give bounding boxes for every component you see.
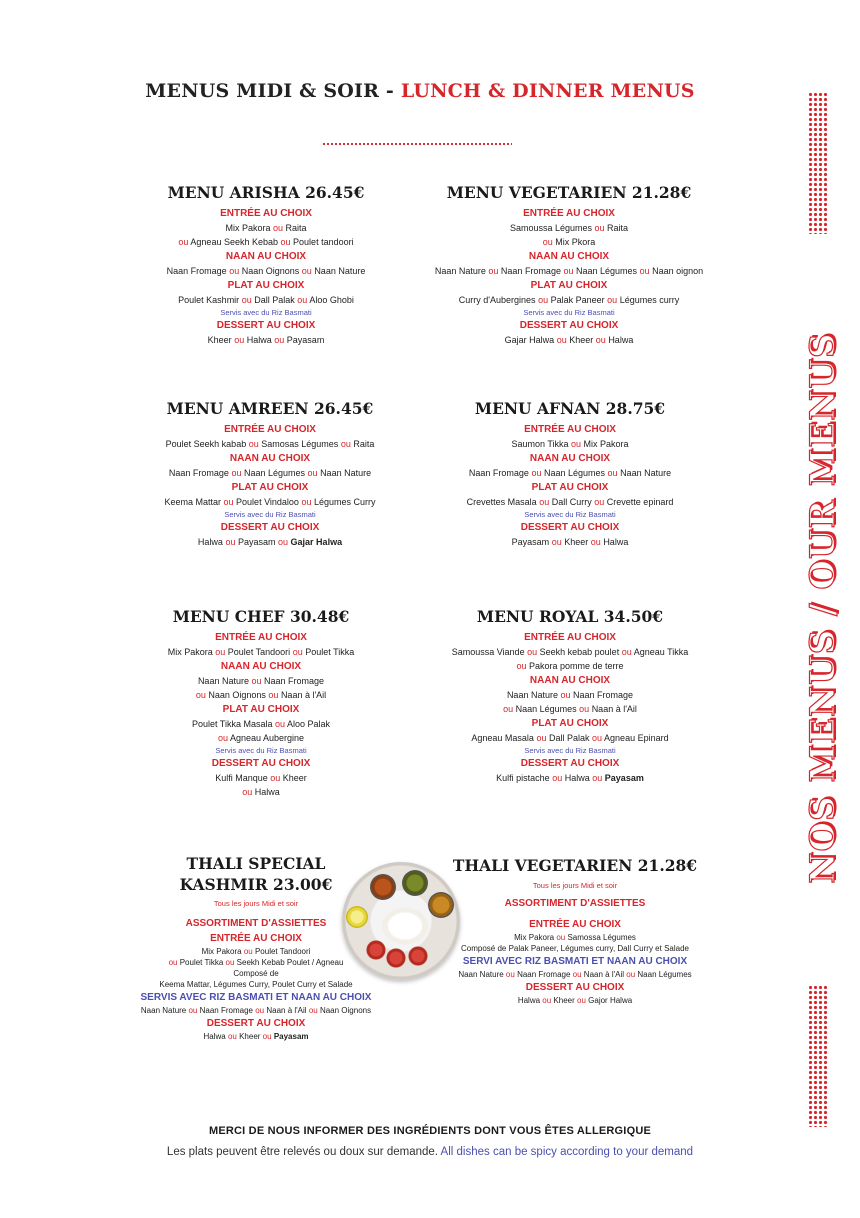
plat-line: Poulet Tikka Masala ou Aloo Palak bbox=[191, 719, 331, 729]
dessert-line: Halwa ou Kheer ou Payasam bbox=[203, 1032, 309, 1041]
entree-heading: ENTRÉE AU CHOIX bbox=[224, 424, 316, 435]
served-note: Servis avec du Riz Basmati bbox=[215, 746, 307, 755]
compose-items: Keema Mattar, Légumes Curry, Poulet Curry et Salade bbox=[159, 980, 353, 989]
plat-line: Keema Mattar ou Poulet Vindaloo ou Légumes Curry bbox=[164, 497, 376, 507]
plat-heading: PLAT AU CHOIX bbox=[222, 704, 300, 715]
tandoori-piece bbox=[408, 946, 428, 966]
menu-title-line2: KASHMIR 23.00€ bbox=[179, 875, 333, 894]
dessert-line: Payasam ou Kheer ou Halwa bbox=[511, 537, 629, 547]
served-note: Servis avec du Riz Basmati bbox=[224, 510, 316, 519]
naan-line: ou Naan Légumes ou Naan à l'Ail bbox=[503, 704, 637, 714]
plat-heading: PLAT AU CHOIX bbox=[530, 280, 608, 291]
naan-line: Naan Nature ou Naan Fromage bbox=[197, 676, 325, 686]
allergy-notice: MERCI DE NOUS INFORMER DES INGRÉDIENTS DONT VOUS ÊTES ALLERGIQUE bbox=[208, 1125, 652, 1137]
rice-naan-heading: SERVIS AVEC RIZ BASMATI ET NAAN AU CHOIX bbox=[140, 992, 372, 1003]
side-dots-top bbox=[808, 92, 828, 234]
entree-heading: ENTRÉE AU CHOIX bbox=[524, 424, 616, 435]
naan-line: Naan Fromage ou Naan Légumes ou Naan Nature bbox=[168, 468, 372, 478]
naan-heading: NAAN AU CHOIX bbox=[229, 453, 311, 464]
menu-title bbox=[126, 853, 386, 895]
rice-naan-heading: SERVI AVEC RIZ BASMATI ET NAAN AU CHOIX bbox=[462, 956, 688, 967]
naan-heading: NAAN AU CHOIX bbox=[529, 675, 611, 686]
plat-heading: PLAT AU CHOIX bbox=[531, 718, 609, 729]
assortment-heading: ASSORTIMENT D'ASSIETTES bbox=[504, 898, 646, 909]
menu-chef bbox=[116, 606, 406, 799]
page-title-fr: MENUS MIDI & SOIR - bbox=[145, 80, 394, 102]
rice-pile bbox=[380, 906, 430, 946]
naan-line: ou Naan Oignons ou Naan à l'Ail bbox=[195, 690, 327, 700]
assortment-heading: ASSORTIMENT D'ASSIETTES bbox=[185, 918, 327, 929]
tandoori-piece bbox=[386, 948, 406, 968]
menu-title: MENU AMREEN 26.45€ bbox=[166, 399, 374, 418]
spicy-notice-en: All dishes can be spicy according to your demand bbox=[440, 1146, 694, 1158]
naan-heading: NAAN AU CHOIX bbox=[529, 453, 611, 464]
naan-heading: NAAN AU CHOIX bbox=[225, 251, 307, 262]
menu-title: MENU CHEF 30.48€ bbox=[172, 607, 350, 626]
entree-heading: ENTRÉE AU CHOIX bbox=[220, 208, 312, 219]
entree-line: ou Pakora pomme de terre bbox=[516, 661, 624, 671]
served-note: Servis avec du Riz Basmati bbox=[523, 308, 615, 317]
entree-heading: ENTRÉE AU CHOIX bbox=[210, 933, 302, 944]
menu-royal bbox=[428, 606, 712, 785]
naan-line: Naan Nature ou Naan Fromage bbox=[506, 690, 634, 700]
dessert-line: Kulfi pistache ou Halwa ou Payasam bbox=[496, 773, 644, 783]
plat-line: Crevettes Masala ou Dall Curry ou Crevette epinard bbox=[466, 497, 674, 507]
entree-heading: ENTRÉE AU CHOIX bbox=[524, 632, 616, 643]
dessert-heading: DESSERT AU CHOIX bbox=[525, 982, 625, 993]
naan-line: Naan Nature ou Naan Fromage ou Naan à l'Ail ou Naan Oignons bbox=[140, 1006, 372, 1015]
compose-label: Composé de bbox=[233, 969, 279, 978]
dessert-heading: DESSERT AU CHOIX bbox=[519, 320, 619, 331]
plat-line: Agneau Masala ou Dall Palak ou Agneau Epinard bbox=[471, 733, 669, 743]
naan-line: Naan Nature ou Naan Fromage ou Naan Légumes ou Naan oignon bbox=[434, 266, 704, 276]
dessert-line: Halwa ou Kheer ou Gajor Halwa bbox=[517, 996, 633, 1005]
days-note: Tous les jours Midi et soir bbox=[532, 881, 618, 890]
side-dots-bottom bbox=[808, 985, 828, 1127]
spicy-notice bbox=[0, 1146, 860, 1158]
entree-line: Mix Pakora ou Poulet Tandoori ou Poulet Tikka bbox=[167, 647, 355, 657]
served-note: Servis avec du Riz Basmati bbox=[524, 510, 616, 519]
side-title-text: NOS MENUS / OUR MENUS bbox=[803, 332, 843, 884]
entree-line: Mix Pakora ou Samossa Légumes bbox=[514, 933, 636, 942]
menu-amreen bbox=[116, 398, 424, 549]
entree-line: Poulet Seekh kabab ou Samosas Légumes ou Raita bbox=[165, 439, 375, 449]
menu-title: MENU AFNAN 28.75€ bbox=[474, 399, 666, 418]
menu-thali-kashmir bbox=[126, 853, 386, 1042]
dessert-heading: DESSERT AU CHOIX bbox=[211, 758, 311, 769]
menu-title: MENU ROYAL 34.50€ bbox=[476, 607, 664, 626]
entree-line: Samoussa Légumes ou Raita bbox=[509, 223, 629, 233]
entree-heading: ENTRÉE AU CHOIX bbox=[215, 632, 307, 643]
dessert-heading: DESSERT AU CHOIX bbox=[216, 320, 316, 331]
dessert-heading: DESSERT AU CHOIX bbox=[520, 758, 620, 769]
plat-line: ou Agneau Aubergine bbox=[217, 733, 305, 743]
curry-bowl bbox=[370, 874, 396, 900]
entree-heading: ENTRÉE AU CHOIX bbox=[523, 208, 615, 219]
menu-thali-vegetarien bbox=[440, 855, 710, 1006]
tandoori-piece bbox=[366, 940, 386, 960]
entree-line: Mix Pakora ou Poulet Tandoori bbox=[201, 947, 311, 956]
entree-line: ou Agneau Seekh Kebab ou Poulet tandoori bbox=[178, 237, 354, 247]
dessert-line: Halwa ou Payasam ou Gajar Halwa bbox=[197, 537, 343, 547]
plat-heading: PLAT AU CHOIX bbox=[231, 482, 309, 493]
entree-line: ou Mix Pkora bbox=[542, 237, 596, 247]
dessert-line: Gajar Halwa ou Kheer ou Halwa bbox=[504, 335, 634, 345]
page-title-en: LUNCH & DINNER MENUS bbox=[400, 80, 695, 102]
dessert-line: ou Halwa bbox=[242, 787, 280, 797]
lemon-slice bbox=[346, 906, 368, 928]
naan-heading: NAAN AU CHOIX bbox=[220, 661, 302, 672]
entree-line: Mix Pakora ou Raita bbox=[225, 223, 307, 233]
menu-title: MENU ARISHA 26.45€ bbox=[167, 183, 365, 202]
naan-line: Naan Fromage ou Naan Oignons ou Naan Nature bbox=[166, 266, 366, 276]
days-note: Tous les jours Midi et soir bbox=[213, 899, 299, 908]
menu-title-line1: THALI SPECIAL bbox=[186, 854, 326, 873]
dessert-heading: DESSERT AU CHOIX bbox=[206, 1018, 306, 1029]
menu-arisha bbox=[116, 182, 416, 347]
dessert-line: Kheer ou Halwa ou Payasam bbox=[207, 335, 325, 345]
naan-line: Naan Fromage ou Naan Légumes ou Naan Nature bbox=[468, 468, 672, 478]
naan-heading: NAAN AU CHOIX bbox=[528, 251, 610, 262]
curry-bowl bbox=[402, 870, 428, 896]
dessert-heading: DESSERT AU CHOIX bbox=[520, 522, 620, 533]
menu-title: THALI VEGETARIEN 21.28€ bbox=[452, 856, 698, 875]
plat-heading: PLAT AU CHOIX bbox=[227, 280, 305, 291]
entree-line: Samoussa Viande ou Seekh kebab poulet ou Agneau Tikka bbox=[451, 647, 689, 657]
plat-heading: PLAT AU CHOIX bbox=[531, 482, 609, 493]
menu-vegetarien bbox=[424, 182, 714, 347]
entree-line: ou Poulet Tikka ou Seekh Kebab Poulet / Agneau bbox=[168, 958, 344, 967]
page-title bbox=[0, 80, 840, 102]
dessert-heading: DESSERT AU CHOIX bbox=[220, 522, 320, 533]
served-note: Servis avec du Riz Basmati bbox=[220, 308, 312, 317]
menu-afnan bbox=[432, 398, 708, 549]
served-note: Servis avec du Riz Basmati bbox=[524, 746, 616, 755]
title-dotted-divider bbox=[322, 142, 512, 146]
compose-items: Composé de Palak Paneer, Légumes curry, Dall Curry et Salade bbox=[461, 944, 689, 953]
side-vertical-title bbox=[803, 332, 843, 884]
menu-title: MENU VEGETARIEN 21.28€ bbox=[446, 183, 692, 202]
plat-line: Poulet Kashmir ou Dall Palak ou Aloo Ghobi bbox=[178, 295, 354, 305]
plat-line: Curry d'Aubergines ou Palak Paneer ou Légumes curry bbox=[458, 295, 680, 305]
entree-line: Saumon Tikka ou Mix Pakora bbox=[511, 439, 629, 449]
naan-line: Naan Nature ou Naan Fromage ou Naan à l'Ail ou Naan Légumes bbox=[458, 970, 692, 979]
entree-heading: ENTRÉE AU CHOIX bbox=[529, 919, 621, 930]
dessert-line: Kulfi Manque ou Kheer bbox=[215, 773, 307, 783]
spicy-notice-fr: Les plats peuvent être relevés ou doux sur demande. bbox=[166, 1146, 438, 1158]
